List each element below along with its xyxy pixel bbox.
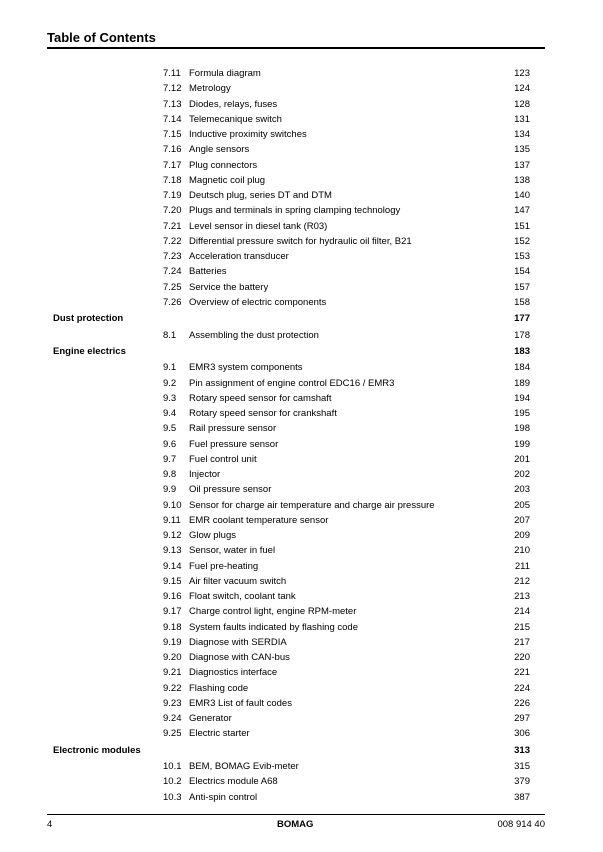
toc-entry-row[interactable] (0, 665, 603, 680)
toc-entry-title: Plug connectors (189, 159, 258, 171)
toc-entry-row[interactable] (0, 467, 603, 482)
toc-page-number: 210 (514, 545, 530, 557)
toc-entry-row[interactable] (0, 681, 603, 696)
toc-chapter-title: Dust protection (53, 313, 124, 324)
toc-page-number: 140 (514, 190, 530, 201)
footer-page-number: 4 (47, 819, 53, 830)
toc-entry-number: 9.19 (163, 636, 182, 648)
toc-page-number: 205 (514, 499, 530, 511)
toc-entry-title: Rail pressure sensor (189, 423, 277, 435)
toc-entry-title: EMR3 system components (189, 362, 303, 374)
toc-entry-title: Air filter vacuum switch (189, 575, 287, 587)
toc-page-number: 147 (514, 205, 530, 217)
toc-entry-title: Differential pressure switch for hydraulic oil filter, B21 (189, 235, 412, 247)
toc-entry-number: 7.26 (163, 296, 182, 308)
toc-entry-row[interactable] (0, 81, 603, 96)
toc-entry-number: 9.3 (163, 392, 177, 404)
toc-page-number: 201 (514, 453, 530, 465)
toc-page-number: 131 (514, 113, 530, 125)
toc-entry-number: 9.22 (163, 682, 182, 694)
toc-entry-row[interactable] (0, 249, 603, 264)
toc-entry-title: Electrics module A68 (189, 776, 278, 788)
toc-entry-number: 7.17 (163, 159, 182, 171)
toc-page-number: 217 (514, 636, 530, 648)
toc-entry-title: Oil pressure sensor (189, 484, 272, 496)
toc-entry-row[interactable] (0, 574, 603, 589)
toc-entry-number: 7.24 (163, 266, 182, 278)
toc-entry-title: Flashing code (189, 682, 249, 694)
toc-entry-title: Acceleration transducer (189, 251, 289, 262)
toc-entry-row[interactable] (0, 376, 603, 391)
toc-page-number: 198 (514, 423, 530, 435)
toc-page-number: 137 (514, 159, 530, 171)
toc-entry-row[interactable] (0, 280, 603, 295)
toc-page-number: 158 (514, 296, 530, 308)
toc-entry-number: 7.14 (163, 113, 182, 125)
toc-entry-row[interactable] (0, 234, 603, 249)
toc-entry-title: Batteries (189, 266, 227, 278)
toc-entry-title: Diagnose with CAN-bus (189, 652, 290, 663)
toc-entry-row[interactable] (0, 482, 603, 497)
toc-page-number: 128 (514, 98, 530, 110)
toc-entry-title: Diodes, relays, fuses (189, 98, 278, 110)
toc-entry-row[interactable] (0, 158, 603, 173)
toc-page-number: 203 (514, 484, 530, 496)
toc-entry-title: EMR3 List of fault codes (189, 697, 292, 709)
toc-page-number: 226 (514, 697, 530, 709)
toc-entry-number: 7.12 (163, 83, 182, 95)
toc-entry-title: Electric starter (189, 728, 250, 740)
toc-entry-number: 7.19 (163, 190, 182, 201)
toc-entry-number: 7.23 (163, 251, 182, 262)
toc-page-number: 184 (514, 362, 530, 374)
toc-entry-row[interactable] (0, 295, 603, 310)
toc-entry-title: Diagnose with SERDIA (189, 636, 287, 648)
toc-page-number: 215 (514, 621, 530, 633)
toc-entry-row[interactable] (0, 774, 603, 789)
toc-entry-title: Fuel pre-heating (189, 560, 259, 572)
toc-entry-row[interactable] (0, 406, 603, 421)
toc-page-number: 224 (514, 682, 530, 694)
toc-entry-number: 7.13 (163, 98, 182, 110)
toc-entry-number: 9.2 (163, 377, 177, 389)
toc-chapter-row[interactable] (0, 343, 603, 361)
toc-page-number: 202 (514, 469, 530, 480)
toc-page-number: 213 (514, 591, 530, 602)
toc-entry-title: Magnetic coil plug (189, 174, 266, 186)
toc-page-number: 177 (514, 313, 530, 324)
toc-page-number: 135 (514, 144, 530, 156)
toc-page-number: 315 (514, 761, 530, 772)
toc-page-number: 211 (514, 560, 530, 572)
toc-entry-number: 9.25 (163, 728, 182, 740)
toc-entry-number: 10.2 (163, 776, 182, 788)
toc-page-number: 189 (514, 377, 530, 389)
toc-page-number: 124 (514, 83, 530, 95)
toc-page-number: 151 (514, 220, 530, 232)
toc-page-number: 379 (514, 776, 530, 788)
toc-entry-title: Pin assignment of engine control EDC16 / EMR3 (189, 377, 395, 389)
toc-page-number: 209 (514, 530, 530, 541)
toc-entry-row[interactable] (0, 66, 603, 81)
toc-page-number: 152 (514, 235, 530, 247)
toc-entry-title: EMR coolant temperature sensor (189, 514, 329, 526)
footer-divider (47, 814, 545, 815)
toc-entry-row[interactable] (0, 790, 603, 805)
toc-entry-number: 7.22 (163, 235, 182, 247)
toc-entry-title: Level sensor in diesel tank (R03) (189, 220, 328, 232)
toc-entry-title: Injector (189, 469, 221, 480)
toc-entry-row[interactable] (0, 650, 603, 665)
toc-entry-number: 8.1 (163, 329, 177, 341)
toc-entry-number: 7.20 (163, 205, 182, 217)
toc-entry-row[interactable] (0, 498, 603, 513)
toc-entry-title: Fuel control unit (189, 453, 257, 465)
toc-entry-row[interactable] (0, 188, 603, 203)
toc-chapter-title: Engine electrics (53, 345, 126, 357)
toc-page-number: 157 (514, 281, 530, 293)
toc-entry-title: Metrology (189, 83, 231, 95)
toc-entry-title: Overview of electric components (189, 296, 327, 308)
toc-entry-row[interactable] (0, 127, 603, 142)
toc-entry-row[interactable] (0, 452, 603, 467)
toc-entry-title: Generator (189, 713, 232, 724)
toc-page-number: 387 (514, 791, 530, 803)
toc-entry-number: 10.1 (163, 761, 182, 772)
toc-entry-title: Glow plugs (189, 530, 236, 541)
toc-entry-row[interactable] (0, 112, 603, 127)
toc-entry-title: Plugs and terminals in spring clamping technology (189, 205, 401, 217)
toc-entry-number: 7.15 (163, 129, 182, 140)
toc-chapter-row[interactable] (0, 310, 603, 328)
toc-entry-number: 9.24 (163, 713, 182, 724)
toc-entry-number: 7.25 (163, 281, 182, 293)
toc-entry-number: 7.16 (163, 144, 182, 156)
toc-entry-row[interactable] (0, 711, 603, 726)
toc-page-number: 178 (514, 329, 530, 341)
toc-entry-title: Rotary speed sensor for camshaft (189, 392, 332, 404)
page-title: Table of Contents (47, 30, 156, 45)
toc-entry-title: Sensor, water in fuel (189, 545, 276, 557)
toc-entry-title: Charge control light, engine RPM-meter (189, 606, 357, 618)
toc-entry-row[interactable] (0, 173, 603, 188)
toc-entry-row[interactable] (0, 635, 603, 650)
toc-entry-row[interactable] (0, 142, 603, 157)
toc-entry-row[interactable] (0, 589, 603, 604)
toc-entry-row[interactable] (0, 559, 603, 574)
toc-page-number: 154 (514, 266, 530, 278)
toc-chapter-title: Electronic modules (53, 744, 141, 756)
toc-entry-number: 9.16 (163, 591, 182, 602)
toc-entry-number: 9.15 (163, 575, 182, 587)
toc-entry-row[interactable] (0, 264, 603, 279)
toc-entry-row[interactable] (0, 437, 603, 452)
toc-page-number: 183 (514, 345, 530, 357)
toc-page-number: 212 (514, 575, 530, 587)
toc-page-number: 207 (514, 514, 530, 526)
toc-entry-title: BEM, BOMAG Evib-meter (189, 761, 299, 772)
toc-entry-number: 9.14 (163, 560, 182, 572)
toc-page-number: 313 (514, 744, 530, 756)
toc-entry-number: 9.23 (163, 697, 182, 709)
toc-entry-number: 9.21 (163, 667, 182, 679)
toc-entry-row[interactable] (0, 604, 603, 619)
toc-entry-number: 7.21 (163, 220, 182, 232)
toc-page-number: 195 (514, 408, 530, 419)
toc-page-number: 220 (514, 652, 530, 663)
toc-entry-number: 9.10 (163, 499, 182, 511)
toc-entry-row[interactable] (0, 696, 603, 711)
toc-entry-title: Float switch, coolant tank (189, 591, 296, 602)
toc-entry-title: Telemecanique switch (189, 113, 282, 125)
toc-page-number: 194 (514, 392, 530, 404)
toc-page-number: 221 (514, 667, 530, 679)
toc-entry-title: Formula diagram (189, 68, 261, 79)
toc-entry-row[interactable] (0, 726, 603, 741)
toc-page-number: 123 (514, 68, 530, 79)
toc-page-number: 297 (514, 713, 530, 724)
toc-entry-number: 9.11 (163, 514, 181, 526)
toc-entry-number: 7.18 (163, 174, 182, 186)
toc-entry-title: Deutsch plug, series DT and DTM (189, 190, 332, 201)
toc-page-number: 214 (514, 606, 530, 618)
toc-entry-number: 9.5 (163, 423, 177, 435)
toc-entry-row[interactable] (0, 360, 603, 375)
toc-entry-row[interactable] (0, 620, 603, 635)
toc-chapter-row[interactable] (0, 742, 603, 760)
toc-entry-number: 9.20 (163, 652, 182, 663)
footer-doc-number: 008 914 40 (497, 819, 545, 830)
toc-entry-title: Service the battery (189, 281, 269, 293)
toc-entry-title: Inductive proximity switches (189, 129, 307, 140)
toc-entry-title: Assembling the dust protection (189, 329, 319, 341)
toc-entry-number: 9.18 (163, 621, 182, 633)
toc-entry-number: 9.8 (163, 469, 177, 480)
toc-entry-number: 7.11 (163, 68, 181, 79)
toc-entry-title: Anti-spin control (189, 791, 258, 803)
toc-entry-row[interactable] (0, 543, 603, 558)
toc-page-number: 138 (514, 174, 530, 186)
toc-entry-number: 9.12 (163, 530, 182, 541)
toc-entry-number: 9.7 (163, 453, 177, 465)
toc-page-number: 153 (514, 251, 530, 262)
toc-entry-title: Angle sensors (189, 144, 250, 156)
toc-entry-number: 9.9 (163, 484, 177, 496)
toc-entry-row[interactable] (0, 203, 603, 218)
toc-entry-title: System faults indicated by flashing code (189, 621, 358, 633)
toc-entry-title: Rotary speed sensor for crankshaft (189, 408, 337, 419)
toc-entry-number: 9.17 (163, 606, 182, 618)
toc-entry-number: 9.1 (163, 362, 177, 374)
toc-entry-row[interactable] (0, 219, 603, 234)
toc-entry-title: Fuel pressure sensor (189, 438, 279, 450)
toc-entry-number: 10.3 (163, 791, 182, 803)
toc-entry-row[interactable] (0, 97, 603, 112)
toc-entry-number: 9.13 (163, 545, 182, 557)
toc-page-number: 199 (514, 438, 530, 450)
toc-page-number: 306 (514, 728, 530, 740)
toc-entry-row[interactable] (0, 528, 603, 543)
toc-entry-row[interactable] (0, 421, 603, 436)
toc-entry-number: 9.4 (163, 408, 177, 419)
toc-entry-row[interactable] (0, 391, 603, 406)
header-divider (47, 47, 545, 49)
toc-entry-row[interactable] (0, 759, 603, 774)
toc-entry-number: 9.6 (163, 438, 177, 450)
toc-entry-title: Sensor for charge air temperature and charge air pressure (189, 499, 435, 511)
table-of-contents (0, 66, 603, 805)
footer-brand: BOMAG (277, 819, 314, 830)
toc-entry-title: Diagnostics interface (189, 667, 278, 679)
toc-page-number: 134 (514, 129, 530, 140)
toc-entry-row[interactable] (0, 513, 603, 528)
toc-entry-row[interactable] (0, 328, 603, 343)
